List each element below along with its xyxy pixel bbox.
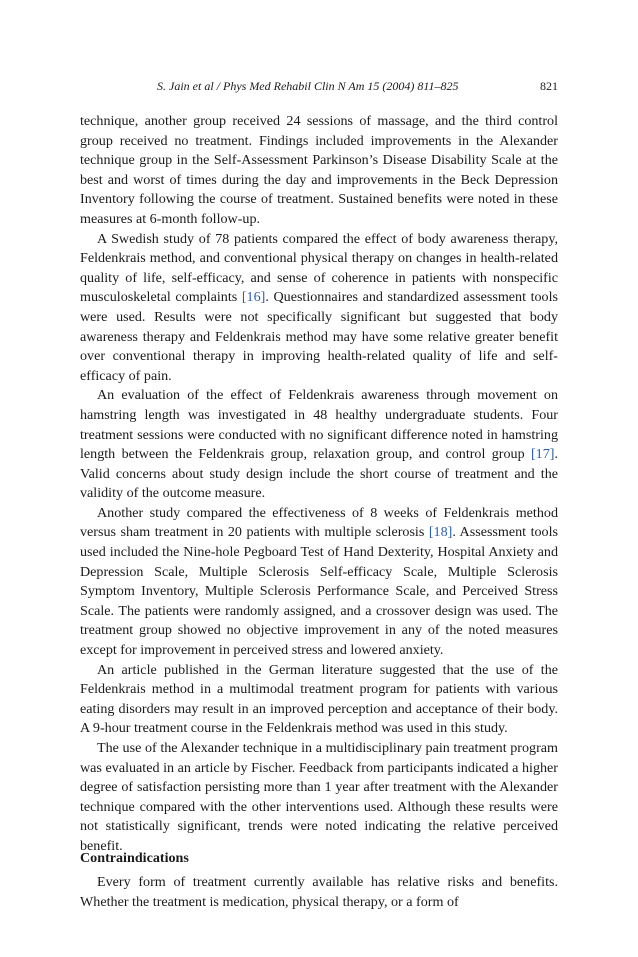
journal-citation: S. Jain et al / Phys Med Rehabil Clin N Am 15 (2004) 811–825	[157, 79, 459, 93]
paragraph-text: A Swedish study of 78 patients compared the effect of body awareness therapy, Feldenkrais method, and conventional physical therapy on changes in health-related quality of life, self-efficacy, and sense of coherence in patients with nonspecific musculoskeletal complaints	[80, 230, 558, 306]
paragraph-text: . Assessment tools used included the Nine-hole Pegboard Test of Hand Dexterity, Hospital Anxiety and Depression Scale, Multiple Sclerosis Self-efficacy Scale, Multiple Sclerosis Symptom Inventory, Multiple Sclerosis Performance Scale, and Perceived Stress Scale. The patients were randomly assigned, and a crossover design was used. The treatment group showed no objective improvement in any of the noted measures except for improvement in perceived stress and lowered anxiety.	[80, 524, 558, 659]
reference-link-18[interactable]: [18]	[428, 524, 453, 541]
reference-link-17[interactable]: [17]	[530, 446, 555, 463]
paragraph-text: Another study compared the effectiveness of 8 weeks of Feldenkrais method versus sham treatment in 20 patients with multiple sclerosis	[80, 504, 558, 541]
body-text	[80, 112, 558, 857]
paragraph-pain-treatment	[80, 739, 558, 857]
section-paragraph: Every form of treatment currently available has relative risks and benefits. Whether the treatment is medication, physical therapy, or a form of	[80, 874, 558, 910]
paragraph-swedish-study	[80, 230, 558, 387]
paragraph-text: An article published in the German literature suggested that the use of the Feldenkrais method in a multimodal treatment program for patients with various eating disorders may result in an improved perception and acceptance of their body. A 9-hour treatment course in the Feldenkrais method was used in this study.	[80, 661, 558, 737]
section-heading: Contraindications	[80, 850, 189, 866]
paragraph-hamstring-study	[80, 386, 558, 504]
paragraph-ms-study	[80, 504, 558, 661]
paragraph-text: . Valid concerns about study design include the short course of treatment and the validity of the outcome measure.	[80, 446, 558, 502]
reference-link-16[interactable]: [16]	[241, 289, 266, 306]
paragraph-text: The use of the Alexander technique in a multidisciplinary pain treatment program was evaluated in an article by Fischer. Feedback from participants indicated a higher degree of satisfaction persisting more than 1 year after treatment with the Alexander technique compared with the other interventions used. Although these results were not statistically significant, trends were noted indicating the relative perceived benefit.	[80, 740, 558, 854]
paragraph-continuation	[80, 112, 558, 230]
paragraph-text: technique, another group received 24 sessions of massage, and the third control group received no treatment. Findings included improvements in the Alexander technique group in the Self-Assessment Parkinson’s Disease Disability Scale at the best and worst of times during the day and improvements in the Beck Depression Inventory following the course of treatment. Sustained benefits were noted in these measures at 6-month follow-up.	[80, 113, 558, 227]
paragraph-eating-disorders	[80, 661, 558, 739]
paragraph-text: An evaluation of the effect of Feldenkrais awareness through movement on hamstring length was investigated in 48 healthy undergraduate students. Four treatment sessions were conducted with no significant difference noted in hamstring length between the Feldenkrais group, relaxation group, and control group	[80, 387, 558, 463]
paragraph-text: . Questionnaires and standardized assessment tools were used. Results were not specifically significant but suggested that body awareness therapy and Feldenkrais method may have some relative greater benefit over conventional therapy in improving health-related quality of life and self-efficacy of pain.	[80, 289, 559, 384]
page-number: 821	[540, 79, 558, 93]
